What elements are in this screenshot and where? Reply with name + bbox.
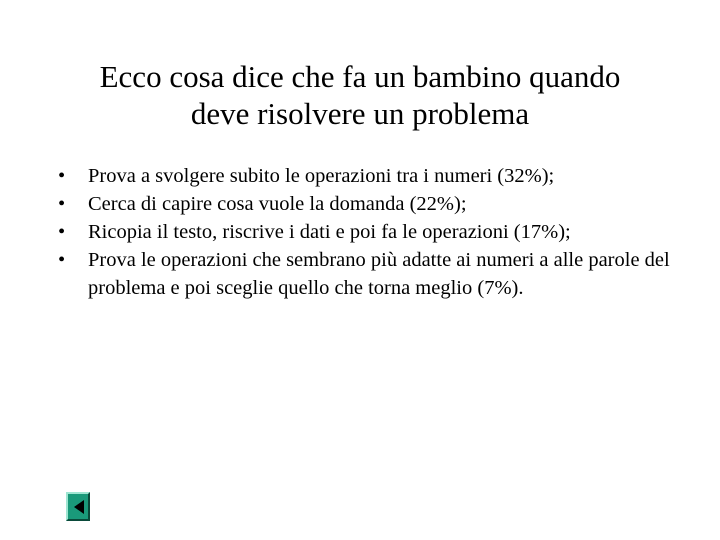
bullet-dot: • [58,249,66,271]
list-item-text: Cerca di capire cosa vuole la domanda (22%); [88,193,467,215]
slide-title-line-2: deve risolvere un problema [190,96,530,131]
bullet-dot: • [58,165,66,187]
slide-title [60,58,660,132]
list-item [58,162,688,190]
slide-title-line-1: Ecco cosa dice che fa un bambino quando [99,59,621,94]
list-item [58,218,688,246]
triangle-left-icon [72,499,86,515]
bullet-dot: • [58,193,66,215]
back-button[interactable] [66,492,90,521]
list-item-text: Ricopia il testo, riscrive i dati e poi fa le operazioni (17%); [88,221,571,243]
list-item-text: Prova a svolgere subito le operazioni tra i numeri (32%); [88,165,555,187]
list-item [58,246,688,302]
list-item [58,190,688,218]
list-item-text: Prova le operazioni che sembrano più adatte ai numeri a alle parole del problema e poi sceglie quello che torna meglio (7%). [88,249,670,299]
bullet-list [58,162,688,302]
bullet-dot: • [58,221,66,243]
